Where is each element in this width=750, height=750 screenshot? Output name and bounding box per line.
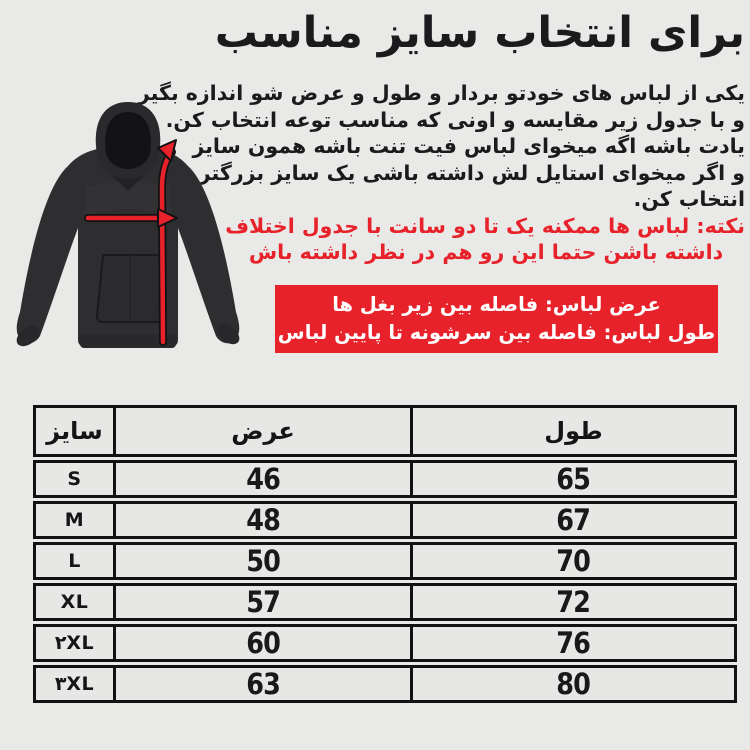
- table-row: [33, 460, 737, 498]
- table-header-row: [33, 405, 737, 457]
- cell-width-value: 50: [246, 545, 280, 577]
- page-title: برای انتخاب سایز مناسب: [214, 8, 745, 58]
- banner-length-definition: طول لباس: فاصله بین سرشونه تا پایین لباس: [277, 321, 716, 344]
- cell-length-value: 65: [556, 463, 591, 495]
- cell-width-value: 60: [246, 627, 280, 659]
- intro-line: و با جدول زیر مقایسه و اونی که مناسب توعه انتخاب کن.: [165, 107, 745, 132]
- table-row: [33, 542, 737, 580]
- intro-line: و اگر میخوای استایل لش داشته باشی یک سایز بزرگتر: [198, 160, 745, 185]
- cell-size-label: L: [68, 550, 81, 572]
- header-cell-length: طول: [410, 408, 734, 454]
- cell-width-value: 57: [246, 586, 280, 618]
- header-cell-width: عرض: [113, 408, 410, 454]
- hoodie-illustration: [6, 88, 250, 372]
- intro-line: یادت باشه اگه میخوای لباس فیت تنت باشه همون سایز: [192, 134, 745, 158]
- header-cell-size: سایز: [46, 417, 103, 445]
- intro-paragraph: [137, 80, 745, 266]
- hoodie-hood-opening: [105, 112, 151, 169]
- cell-size-label: M: [64, 509, 85, 531]
- table-row: [33, 501, 737, 539]
- cell-size-label: S: [67, 468, 82, 490]
- cell-size-label: XL: [60, 591, 89, 613]
- cell-width-value: 63: [246, 668, 280, 700]
- hoodie-image: [6, 88, 250, 372]
- cell-size-label: ۳XL: [54, 673, 95, 695]
- cell-width-value: 46: [246, 463, 280, 495]
- note-line: داشته باشن حتما این رو هم در نظر داشته باش: [248, 240, 724, 264]
- intro-line: یکی از لباس های خودتو بردار و طول و عرض شو اندازه بگیر: [137, 81, 745, 105]
- hoodie-pocket: [97, 255, 165, 322]
- table-row: [33, 583, 737, 621]
- banner-width-definition: عرض لباس: فاصله بین زیر بغل ها: [332, 293, 661, 316]
- size-table: [33, 405, 737, 706]
- cell-length-value: 76: [556, 627, 591, 659]
- note-line: نکته: لباس ها ممکنه یک تا دو سانت با جدول اختلاف: [225, 213, 745, 238]
- cell-length-value: 70: [556, 545, 591, 577]
- table-row: [33, 624, 737, 662]
- cell-length-value: 80: [556, 668, 591, 700]
- definition-banner: [275, 285, 718, 353]
- cell-width-value: 48: [246, 504, 280, 536]
- intro-line: انتخاب کن.: [633, 187, 745, 211]
- cell-length-value: 72: [556, 586, 591, 618]
- table-row: [33, 665, 737, 703]
- cell-length-value: 67: [556, 504, 591, 536]
- cell-size-label: ۲XL: [54, 632, 95, 654]
